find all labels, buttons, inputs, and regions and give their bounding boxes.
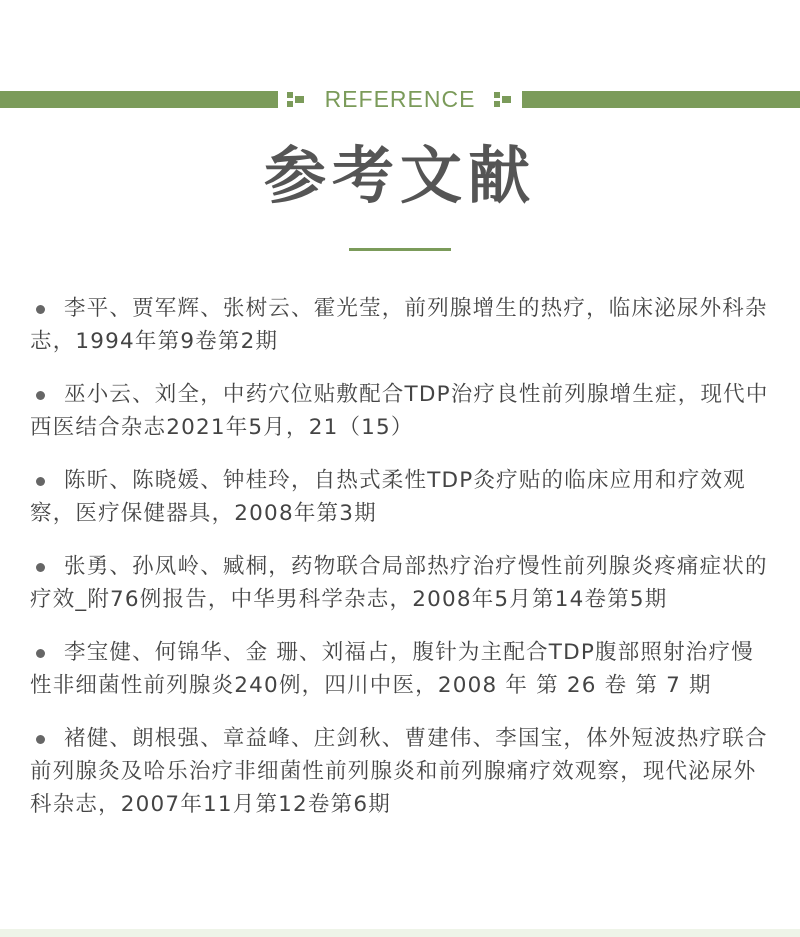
bullet-dot-icon xyxy=(36,649,45,658)
reference-item xyxy=(30,292,775,358)
reference-text: 陈昕、陈晓媛、钟桂玲，自热式柔性TDP灸疗贴的临床应用和疗效观察，医疗保健器具，2008年第3期 xyxy=(30,468,746,526)
reference-item xyxy=(30,464,775,530)
reference-item xyxy=(30,636,775,702)
reference-item xyxy=(30,378,775,444)
bullet-dot-icon xyxy=(36,477,45,486)
page-title: 参考文献 xyxy=(263,139,536,212)
reference-text: 巫小云、刘全，中药穴位贴敷配合TDP治疗良性前列腺增生症，现代中西医结合杂志2021年5月，21（15） xyxy=(30,382,769,440)
banner-ornament-left-icon xyxy=(287,91,305,108)
reference-banner xyxy=(0,87,800,112)
reference-item xyxy=(30,722,775,821)
reference-text: 张勇、孙凤岭、臧桐，药物联合局部热疗治疗慢性前列腺炎疼痛症状的疗效_附76例报告，中华男科学杂志，2008年5月第14卷第5期 xyxy=(30,554,768,612)
reference-text: 褚健、朗根强、章益峰、庄剑秋、曹建伟、李国宝，体外短波热疗联合前列腺灸及哈乐治疗非细菌性前列腺炎和前列腺痛疗效观察，现代泌尿外科杂志，2007年11月第12卷第6期 xyxy=(30,726,768,817)
banner-bar-left xyxy=(0,91,278,108)
banner-label: REFERENCE xyxy=(324,86,476,112)
title-underline xyxy=(349,248,451,251)
bottom-strip xyxy=(0,929,800,937)
reference-item xyxy=(30,550,775,616)
reference-text: 李平、贾军辉、张树云、霍光莹，前列腺增生的热疗，临床泌尿外科杂志，1994年第9卷第2期 xyxy=(30,296,768,354)
banner-ornament-right-icon xyxy=(494,91,512,108)
bullet-dot-icon xyxy=(36,305,45,314)
bullet-dot-icon xyxy=(36,391,45,400)
bullet-dot-icon xyxy=(36,735,45,744)
banner-bar-right xyxy=(522,91,800,108)
bullet-dot-icon xyxy=(36,563,45,572)
reference-text: 李宝健、何锦华、金 珊、刘福占，腹针为主配合TDP腹部照射治疗慢性非细菌性前列腺炎240例，四川中医，2008 年 第 26 卷 第 7 期 xyxy=(30,640,754,698)
reference-list xyxy=(30,292,775,841)
